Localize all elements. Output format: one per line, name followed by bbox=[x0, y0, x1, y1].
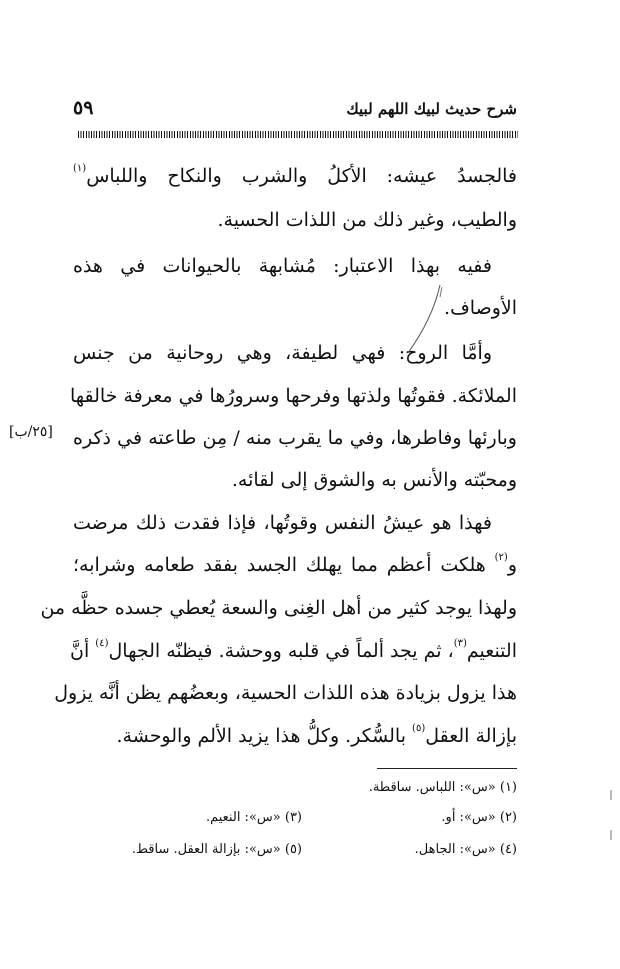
body-line: التنعيم$^{(٣)}$، ثم يجد ألماً في قلبه ووحشة. فيظنّه الجهال$^{(٤)}$ أنَّ bbox=[70, 638, 517, 662]
footnote-1: (١) «س»: اللباس. ساقطة. bbox=[368, 780, 517, 795]
body-line: ففيه بهذا الاعتبار: مُشابهة بالحيوانات في هذه bbox=[73, 255, 492, 277]
footnote-4: (٤) «س»: الجاهل. bbox=[414, 842, 517, 857]
header-rule bbox=[78, 131, 518, 138]
body-line: الملائكة. فقوتُها ولذتها وفرحها وسرورُها في معرفة خالقها bbox=[69, 385, 517, 407]
body-line: ومحبّته والأنس به والشوق إلى لقائه. bbox=[231, 469, 517, 491]
footnote-ref: (٣) bbox=[453, 638, 467, 649]
body-line: و$^{(٢)}$ هلكت أعظم مما يهلك الجسد بفقد طعامه وشرابه؛ bbox=[73, 552, 517, 576]
body-line: وبارئها وفاطرها، وفي ما يقرب منه / مِن طاعته في ذكره bbox=[73, 427, 517, 449]
scan-mark bbox=[610, 790, 612, 800]
scan-mark bbox=[610, 830, 612, 840]
page-number: ٥٩ bbox=[73, 97, 94, 119]
body-line: هذا يزول بزيادة هذه اللذات الحسية، وبعضُهم يظن أنَّه يزول bbox=[54, 682, 517, 704]
footnote-separator bbox=[377, 768, 517, 769]
footnote-2: (٢) «س»: أو. bbox=[441, 810, 517, 825]
body-line: فهذا هو عيشُ النفس وقوتُها، فإذا فقدت ذلك مرضت bbox=[73, 512, 492, 534]
footnote-ref: (١) bbox=[73, 163, 87, 174]
running-header-title: شرح حديث لبيك اللهم لبيك bbox=[346, 100, 517, 118]
footnote-ref: (٤) bbox=[95, 638, 109, 649]
slash-annotation bbox=[402, 283, 452, 358]
footnote-5: (٥) «س»: بإزالة العقل. ساقط. bbox=[131, 842, 302, 857]
footnote-ref: (٢) bbox=[494, 552, 508, 563]
body-line: الأوصاف. bbox=[444, 297, 517, 319]
body-line: فالجسدُ عيشه: الأكلُ والشرب والنكاح واللباس$^{(١)}$ bbox=[73, 163, 517, 187]
body-line: ولهذا يوجد كثير من أهل الغِنى والسعة يُعطي جسده حظَّه من bbox=[40, 597, 517, 619]
body-line: وأمَّا الروح: فهي لطيفة، وهي روحانية من جنس bbox=[73, 342, 492, 364]
body-line: بإزالة العقل$^{(٥)}$ بالسُّكر. وكلُّ هذا يزيد الألم والوحشة. bbox=[116, 723, 517, 747]
footnote-ref: (٥) bbox=[412, 723, 426, 734]
body-line: والطيب، وغير ذلك من اللذات الحسية. bbox=[217, 209, 517, 231]
footnote-3: (٣) «س»: النعيم. bbox=[205, 810, 302, 825]
manuscript-folio-marker: [٢٥/ب] bbox=[9, 424, 53, 440]
